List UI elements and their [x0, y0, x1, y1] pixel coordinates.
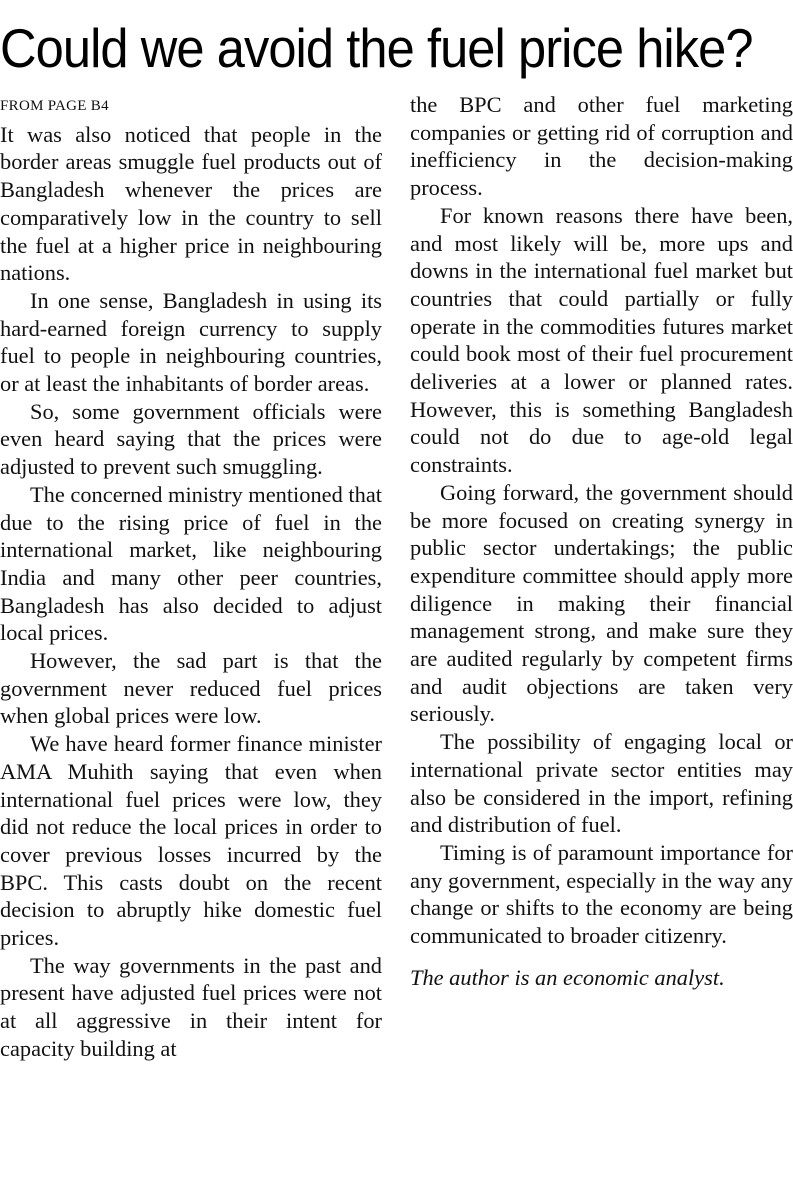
headline: Could we avoid the fuel price hike? — [0, 17, 753, 79]
paragraph: However, the sad part is that the government never reduced fuel prices when global prices were low. — [0, 648, 382, 729]
paragraph: Going forward, the government should be more focused on creating synergy in public sector undertakings; the public expenditure committee should apply more diligence in making their financial management strong, and make sure they are audited regularly by competent firms and audit objections are taken very seriously. — [410, 479, 793, 727]
paragraph: For known reasons there have been, and most likely will be, more ups and downs in the international fuel market but countries that could partially or fully operate in the commodities futures market could book most of their fuel procurement deliveries at a lower or planned rates. However, this is something Bangladesh could not do due to age-old legal constraints. — [410, 202, 793, 478]
paragraph: We have heard former finance minister AMA Muhith saying that even when international fuel prices were low, they did not reduce the local prices in order to cover previous losses incurred by the BPC. This casts doubt on the recent decision to abruptly hike domestic fuel prices. — [0, 731, 382, 951]
paragraph: In one sense, Bangladesh in using its hard-earned foreign currency to supply fuel to people in neighbouring countries, or at least the inhabitants of border areas. — [0, 287, 382, 397]
paragraph: the BPC and other fuel marketing companies or getting rid of corruption and inefficiency in the decision-making process. — [410, 92, 793, 201]
paragraph: Timing is of paramount importance for any government, especially in the way any change or shifts to the economy are being communicated to broader citizenry. — [410, 839, 793, 949]
paragraph: It was also noticed that people in the border areas smuggle fuel products out of Bangladesh whenever the prices are comparatively low in the country to sell the fuel at a higher price in neighbouring nations. — [0, 121, 382, 286]
paragraph: The concerned ministry mentioned that due to the rising price of fuel in the international market, like neighbouring India and many other peer countries, Bangladesh has also decided to adjust local prices. — [0, 481, 382, 646]
article-column-right — [410, 91, 793, 992]
continuation-kicker: FROM PAGE B4 — [0, 98, 109, 114]
article-column-left — [0, 91, 382, 1063]
paragraph: So, some government officials were even heard saying that the prices were adjusted to prevent such smuggling. — [0, 398, 382, 480]
paragraph: The possibility of engaging local or international private sector entities may also be considered in the import, refining and distribution of fuel. — [410, 729, 793, 838]
author-byline: The author is an economic analyst. — [410, 964, 725, 990]
paragraph: The way governments in the past and present have adjusted fuel prices were not at all aggressive in their intent for capacity building at — [0, 952, 382, 1061]
